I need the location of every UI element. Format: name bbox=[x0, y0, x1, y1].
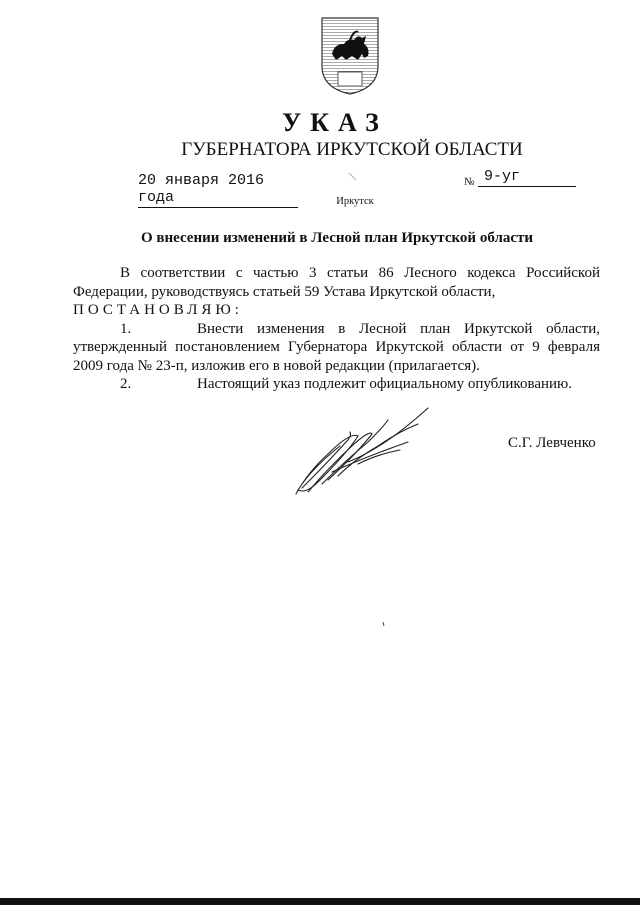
decree-date: 20 января 2016 года bbox=[138, 172, 298, 208]
list-item bbox=[73, 320, 600, 376]
preamble-text: В соответствии с частью 3 статьи 86 Лесного кодекса Российской Федерации, руководствуясь статьей 59 Устава Иркутской области, bbox=[73, 265, 600, 300]
document-body bbox=[73, 264, 600, 394]
item-number: 1. bbox=[120, 320, 132, 337]
decree-number: 9-уг bbox=[478, 168, 576, 187]
stray-mark bbox=[348, 172, 358, 182]
signer-name: С.Г. Левченко bbox=[508, 435, 596, 451]
list-item bbox=[73, 375, 600, 394]
scan-edge-bar bbox=[0, 898, 640, 905]
item-text: Настоящий указ подлежит официальному опубликованию. bbox=[197, 376, 573, 392]
decree-title: УКАЗ bbox=[282, 108, 388, 137]
scan-speck bbox=[382, 622, 385, 626]
preamble-paragraph bbox=[73, 264, 600, 320]
handwritten-signature bbox=[288, 402, 438, 502]
city-label: Иркутск bbox=[336, 196, 374, 207]
number-sign: № bbox=[464, 176, 475, 188]
coat-of-arms-emblem bbox=[318, 14, 382, 96]
document-heading: О внесении изменений в Лесной план Иркутской области bbox=[140, 230, 534, 246]
item-number: 2. bbox=[120, 376, 132, 392]
issuer-subtitle: ГУБЕРНАТОРА ИРКУТСКОЙ ОБЛАСТИ bbox=[181, 139, 523, 160]
decree-word: ПОСТАНОВЛЯЮ: bbox=[73, 302, 243, 318]
item-text: Внести изменения в Лесной план Иркутской области, утвержденный постановлением Губернатора Иркутской области от 9 февраля 2009 года № 23-п, изложив его в новой редакции (прилагается). bbox=[73, 320, 600, 374]
